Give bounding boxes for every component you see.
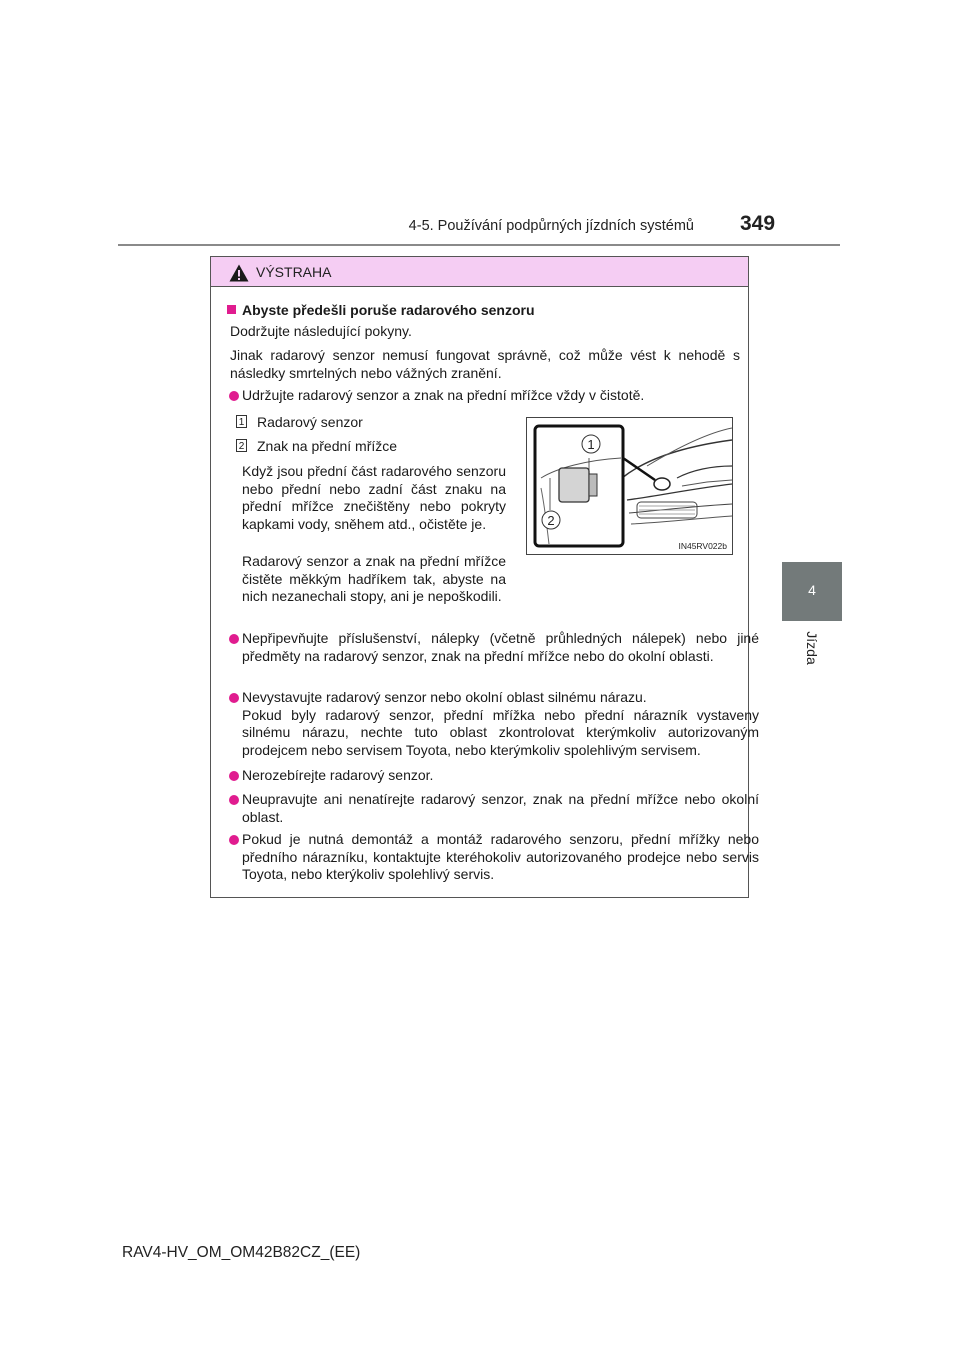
chapter-tab bbox=[782, 562, 842, 621]
bullet-text: Nerozebírejte radarový senzor. bbox=[242, 767, 434, 783]
number-badge: 1 bbox=[236, 415, 247, 428]
list-item bbox=[229, 387, 739, 405]
header-divider bbox=[118, 244, 840, 246]
figure-code: IN45RV022b bbox=[678, 541, 727, 551]
warning-label: VÝSTRAHA bbox=[256, 264, 332, 280]
numbered-item-label: Radarový senzor bbox=[257, 414, 363, 430]
dirty-note: Když jsou přední část radarového senzoru nebo přední nebo zadní část znaku na přední mřížce znečištěny nebo pokryty kapkami vody, sněhem atd., očistěte je. bbox=[242, 463, 506, 532]
front-grille-illustration bbox=[527, 418, 732, 554]
list-item bbox=[229, 630, 759, 684]
page-number: 349 bbox=[740, 212, 776, 235]
list-item bbox=[229, 689, 759, 759]
section-heading bbox=[227, 302, 535, 318]
document-id: RAV4-HV_OM_OM42B82CZ_(EE) bbox=[122, 1244, 361, 1261]
bullet-text: Pokud je nutná demontáž a montáž radarového senzoru, přední mřížky nebo předního nárazníku, kontaktujte kteréhokoliv autorizovaného prodejce nebo servis Toyota, nebo kterýkoliv spolehlivý servis. bbox=[242, 831, 759, 882]
numbered-item-label: Znak na přední mřížce bbox=[257, 438, 398, 454]
radar-sensor-figure bbox=[526, 417, 733, 555]
bullet-dot-icon bbox=[229, 771, 239, 781]
chapter-label: Jízda bbox=[804, 631, 820, 665]
bullet-text: Nepřipevňujte příslušenství, nálepky (včetně průhledných nálepek) nebo jiné předměty na radarový senzor, znak na přední mřížce nebo do okolní oblasti. bbox=[242, 630, 759, 664]
chapter-label-box bbox=[790, 628, 834, 668]
bullet-dot-icon bbox=[229, 835, 239, 845]
list-item bbox=[229, 767, 739, 785]
bullet-dot-icon bbox=[229, 391, 239, 401]
list-item bbox=[229, 791, 759, 827]
warning-header bbox=[211, 257, 748, 287]
section-heading-text: Abyste předešli poruše radarového senzoru bbox=[242, 302, 535, 318]
bullet-text: Nevystavujte radarový senzor nebo okolní oblast silnému nárazu. bbox=[242, 689, 647, 705]
consequence-text: Jinak radarový senzor nemusí fungovat správně, což může vést k nehodě s následky smrtelných nebo vážných zranění. bbox=[230, 347, 740, 381]
bullet-text: Neupravujte ani nenatírejte radarový senzor, znak na přední mřížce nebo okolní oblast. bbox=[242, 791, 759, 825]
list-item bbox=[229, 831, 759, 885]
section-title: 4-5. Používání podpůrných jízdních systémů bbox=[408, 218, 694, 234]
number-badge: 2 bbox=[236, 439, 247, 452]
cleaning-note: Radarový senzor a znak na přední mřížce čistěte měkkým hadříkem tak, abyste na nich nezanechali stopy, ani je nepoškodili. bbox=[242, 553, 506, 604]
bullet-dot-icon bbox=[229, 795, 239, 805]
figure-callout-2: 2 bbox=[547, 513, 555, 528]
figure-callout-1: 1 bbox=[587, 437, 595, 452]
bullet-text-continued: Pokud byly radarový senzor, přední mřížka nebo přední nárazník vystaveny silnému nárazu, nechte tuto oblast zkontrolovat kterýmkoliv autorizovaným prodejcem nebo servisem Toyota, nebo kterýmkoliv spolehlivým servisem. bbox=[242, 706, 759, 758]
bullet-text: Udržujte radarový senzor a znak na přední mřížce vždy v čistotě. bbox=[242, 387, 645, 403]
square-bullet-icon bbox=[227, 305, 236, 314]
bullet-dot-icon bbox=[229, 634, 239, 644]
intro-text: Dodržujte následující pokyny. bbox=[230, 323, 412, 339]
warning-box bbox=[210, 256, 759, 898]
warning-triangle-icon bbox=[229, 264, 249, 282]
bullet-dot-icon bbox=[229, 693, 239, 703]
chapter-number: 4 bbox=[808, 582, 816, 598]
